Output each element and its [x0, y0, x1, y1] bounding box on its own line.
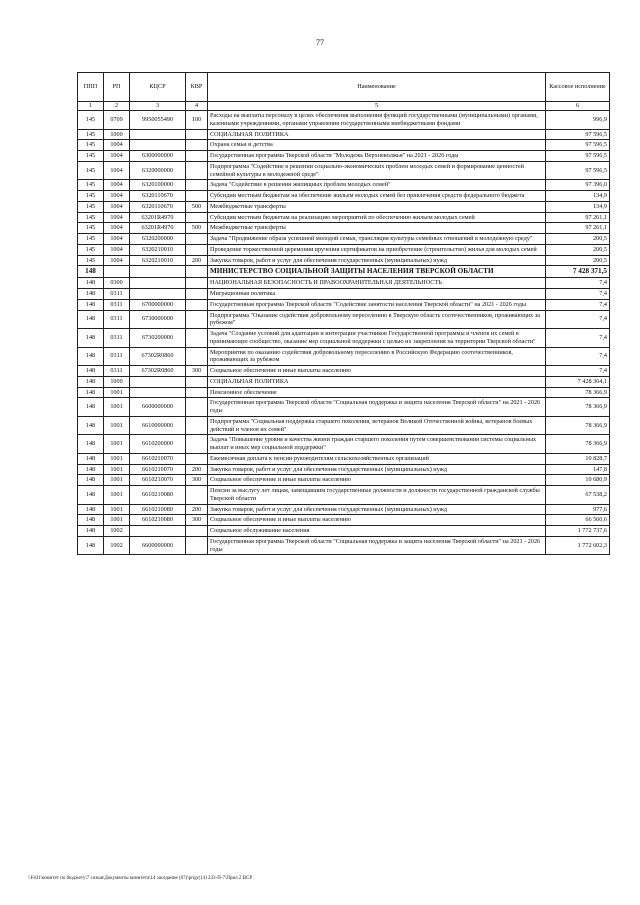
cell-value: 78 366,9 [546, 398, 610, 417]
cell-value: 67 538,2 [546, 486, 610, 505]
cell-name: СОЦИАЛЬНАЯ ПОЛИТИКА [208, 129, 546, 140]
cell-name: Межбюджетные трансферты [208, 223, 546, 234]
cell-kvr [186, 299, 208, 310]
cell-kvr [186, 526, 208, 537]
cell-kvr [186, 266, 208, 278]
cell-ppp: 145 [78, 180, 104, 191]
cell-kcsr: 6610210080 [130, 504, 186, 515]
cell-value: 7,4 [546, 347, 610, 366]
cell-ppp: 148 [78, 289, 104, 300]
cell-ppp: 148 [78, 376, 104, 387]
cell-ppp: 148 [78, 266, 104, 278]
cell-value: 66 560,6 [546, 515, 610, 526]
header-row [78, 73, 610, 102]
cell-ppp: 148 [78, 464, 104, 475]
cell-name: Подпрограмма "Социальная поддержка старшего поколения, ветеранов Великой Отечественной войны, ветеранов боевых действий и членов их семей" [208, 416, 546, 435]
cell-rp: 1004 [104, 191, 130, 202]
cell-rp: 1001 [104, 387, 130, 398]
cell-value: 78 366,9 [546, 435, 610, 454]
cell-kcsr: 6730000000 [130, 310, 186, 329]
table-row [78, 129, 610, 140]
table-row [78, 299, 610, 310]
cell-kcsr: 67302R0860 [130, 366, 186, 377]
cell-kcsr [130, 140, 186, 151]
cell-ppp: 145 [78, 223, 104, 234]
cell-kcsr: 6610210080 [130, 515, 186, 526]
cell-name: Социальное обеспечение и иные выплаты населению [208, 515, 546, 526]
cell-ppp: 148 [78, 536, 104, 555]
cell-value: 97 396,0 [546, 180, 610, 191]
table-row [78, 376, 610, 387]
cell-kvr: 500 [186, 201, 208, 212]
cell-value: 78 366,9 [546, 387, 610, 398]
cell-name: СОЦИАЛЬНАЯ ПОЛИТИКА [208, 376, 546, 387]
cell-kvr [186, 310, 208, 329]
header-name: Наименование [208, 73, 546, 102]
table-row [78, 289, 610, 300]
cell-value: 10 680,9 [546, 475, 610, 486]
cell-rp: 1004 [104, 255, 130, 266]
cell-kvr [186, 212, 208, 223]
cell-value: 97 261,1 [546, 212, 610, 223]
cell-value: 97 596,5 [546, 129, 610, 140]
cell-kcsr: 6600000000 [130, 398, 186, 417]
cell-name: Межбюджетные трансферты [208, 201, 546, 212]
table-row [78, 191, 610, 202]
cell-value: 996,9 [546, 111, 610, 130]
cell-kcsr: 6320110670 [130, 191, 186, 202]
cell-rp: 1004 [104, 201, 130, 212]
cell-value: 97 596,5 [546, 151, 610, 162]
cell-rp: 1004 [104, 212, 130, 223]
table-body [78, 111, 610, 555]
table-row [78, 111, 610, 130]
cell-value: 97 261,1 [546, 223, 610, 234]
cell-name: Расходы на выплаты персоналу в целях обеспечения выполнения функций государственными (муниципальными) органами, казенными учреждениями, органами управления государственными внебюджетными фондами [208, 111, 546, 130]
cell-ppp: 148 [78, 278, 104, 289]
cell-name: Задача "Создание условий для адаптации и интеграции участников Государственной программы и членов их семей в принимающее сообщество, оказание мер социальной поддержки с целью их закрепления на территории Тверской области" [208, 329, 546, 348]
cell-kvr [186, 151, 208, 162]
cell-rp: 1001 [104, 398, 130, 417]
cell-value: 977,6 [546, 504, 610, 515]
cell-rp: 1001 [104, 435, 130, 454]
cell-kvr [186, 180, 208, 191]
cell-name: Закупка товаров, работ и услуг для обеспечения государственных (муниципальных) нужд [208, 255, 546, 266]
cell-rp: 0709 [104, 111, 130, 130]
table-row [78, 151, 610, 162]
cell-name: МИНИСТЕРСТВО СОЦИАЛЬНОЙ ЗАЩИТЫ НАСЕЛЕНИЯ ТВЕРСКОЙ ОБЛАСТИ [208, 266, 546, 278]
budget-execution-table [77, 72, 610, 555]
cell-kvr [186, 387, 208, 398]
cell-kcsr [130, 266, 186, 278]
cell-name: Ежемесячная доплата к пенсии руководителям сельскохозяйственных организаций [208, 453, 546, 464]
cell-kcsr: 6610210080 [130, 486, 186, 505]
cell-rp: 1004 [104, 161, 130, 180]
cell-rp: 1001 [104, 416, 130, 435]
cell-kcsr: 6610210070 [130, 475, 186, 486]
cell-rp: 1002 [104, 526, 130, 537]
cell-value: 97 596,5 [546, 161, 610, 180]
cell-rp: 0311 [104, 310, 130, 329]
cell-kcsr: 63201R4970 [130, 223, 186, 234]
table-row [78, 515, 610, 526]
cell-kcsr: 9950055490 [130, 111, 186, 130]
table-row [78, 140, 610, 151]
cell-ppp: 145 [78, 140, 104, 151]
cell-kcsr: 6320200000 [130, 234, 186, 245]
cell-value: 7,4 [546, 310, 610, 329]
cell-kvr: 300 [186, 515, 208, 526]
cell-name: Миграционная политика [208, 289, 546, 300]
cell-value: 7 428 371,5 [546, 266, 610, 278]
cell-ppp: 148 [78, 299, 104, 310]
table-row [78, 475, 610, 486]
cell-kcsr: 67302R0860 [130, 347, 186, 366]
cell-name: Проведение торжественной церемонии вручения сертификатов на приобретение (строительство) жилья для молодых семей [208, 244, 546, 255]
cell-name: Социальное обслуживание населения [208, 526, 546, 537]
cell-kvr [186, 244, 208, 255]
cell-rp: 1000 [104, 129, 130, 140]
column-number: 3 [130, 102, 186, 111]
cell-value: 134,9 [546, 191, 610, 202]
cell-kcsr: 6320110670 [130, 201, 186, 212]
header-execution: Кассовое исполнение [546, 73, 610, 102]
cell-ppp: 148 [78, 347, 104, 366]
cell-rp: 0311 [104, 289, 130, 300]
table-row [78, 212, 610, 223]
table-row [78, 223, 610, 234]
cell-kvr [186, 129, 208, 140]
cell-ppp: 148 [78, 526, 104, 537]
cell-kvr [186, 278, 208, 289]
cell-rp: 1004 [104, 223, 130, 234]
cell-kcsr: 6610210070 [130, 453, 186, 464]
cell-name: Государственная программа Тверской области "Социальная поддержка и защита населения Тверской области" на 2021 - 2026 годы [208, 536, 546, 555]
table-row [78, 180, 610, 191]
cell-ppp: 148 [78, 475, 104, 486]
cell-value: 147,8 [546, 464, 610, 475]
cell-name: Субсидии местным бюджетам на обеспечение жильем молодых семей без привлечения средств федерального бюджета [208, 191, 546, 202]
cell-kcsr: 6610200000 [130, 435, 186, 454]
cell-kvr [186, 536, 208, 555]
table-row [78, 435, 610, 454]
table-row [78, 366, 610, 377]
cell-rp: 1002 [104, 536, 130, 555]
cell-ppp: 148 [78, 366, 104, 377]
cell-kcsr: 6320210010 [130, 255, 186, 266]
cell-kcsr: 6610000000 [130, 416, 186, 435]
cell-rp: 1004 [104, 151, 130, 162]
table-row [78, 453, 610, 464]
cell-name: Пенсионное обеспечение [208, 387, 546, 398]
cell-ppp: 145 [78, 201, 104, 212]
column-number-row [78, 102, 610, 111]
table-row [78, 310, 610, 329]
cell-kcsr: 6700000000 [130, 299, 186, 310]
column-number: 4 [186, 102, 208, 111]
cell-kvr: 300 [186, 475, 208, 486]
cell-kcsr: 6300000000 [130, 151, 186, 162]
cell-ppp: 148 [78, 486, 104, 505]
page-number: 77 [316, 38, 324, 47]
cell-name: Социальное обеспечение и иные выплаты населению [208, 366, 546, 377]
cell-ppp: 145 [78, 234, 104, 245]
cell-ppp: 148 [78, 387, 104, 398]
cell-rp: 1001 [104, 453, 130, 464]
table-row [78, 278, 610, 289]
cell-rp: 0311 [104, 347, 130, 366]
cell-name: Закупка товаров, работ и услуг для обеспечения государственных (муниципальных) нужд [208, 464, 546, 475]
cell-kvr [186, 398, 208, 417]
cell-ppp: 145 [78, 111, 104, 130]
cell-kvr [186, 376, 208, 387]
cell-ppp: 148 [78, 329, 104, 348]
header-kcsr: КЦСР [130, 73, 186, 102]
cell-value: 1 772 602,3 [546, 536, 610, 555]
cell-value: 7,4 [546, 299, 610, 310]
cell-rp: 1001 [104, 486, 130, 505]
cell-name: Задача "Содействие в решении жилищных проблем молодых семей" [208, 180, 546, 191]
cell-ppp: 148 [78, 504, 104, 515]
cell-value: 97 596,5 [546, 140, 610, 151]
cell-kcsr: 63201R4970 [130, 212, 186, 223]
cell-value: 7,4 [546, 278, 610, 289]
cell-ppp: 148 [78, 416, 104, 435]
cell-value: 7,4 [546, 366, 610, 377]
cell-kcsr: 6610210070 [130, 464, 186, 475]
cell-kvr: 500 [186, 223, 208, 234]
cell-ppp: 145 [78, 191, 104, 202]
cell-name: Задача "Повышение уровня и качества жизни граждан старшего поколения путем совершенствования системы социальных выплат и иных мер социальной поддержки" [208, 435, 546, 454]
cell-ppp: 145 [78, 212, 104, 223]
cell-kcsr [130, 526, 186, 537]
cell-kvr [186, 140, 208, 151]
cell-name: Подпрограмма "Оказание содействия добровольному переселению в Тверскую область соотечественников, проживающих за рубежом" [208, 310, 546, 329]
cell-ppp: 145 [78, 255, 104, 266]
cell-name: Охрана семьи и детства [208, 140, 546, 151]
header-ppp: ППП [78, 73, 104, 102]
cell-value: 78 366,9 [546, 416, 610, 435]
cell-rp: 1004 [104, 140, 130, 151]
cell-name: Мероприятия по оказанию содействия добровольному переселению в Российскую Федерацию соотечественников, проживающих за рубежом [208, 347, 546, 366]
cell-name: Задача "Продвижение образа успешной молодой семьи, трансляция культуры семейных отношений в молодежную среду" [208, 234, 546, 245]
cell-kvr: 300 [186, 366, 208, 377]
cell-value: 200,5 [546, 234, 610, 245]
cell-kvr [186, 435, 208, 454]
cell-ppp: 145 [78, 161, 104, 180]
cell-kcsr: 6730200000 [130, 329, 186, 348]
table-row [78, 329, 610, 348]
cell-rp: 1004 [104, 180, 130, 191]
cell-rp: 1001 [104, 464, 130, 475]
cell-ppp: 148 [78, 310, 104, 329]
cell-value: 200,5 [546, 255, 610, 266]
cell-rp: 0300 [104, 278, 130, 289]
cell-ppp: 145 [78, 129, 104, 140]
cell-value: 134,9 [546, 201, 610, 212]
cell-kvr: 200 [186, 255, 208, 266]
cell-name: Закупка товаров, работ и услуг для обеспечения государственных (муниципальных) нужд [208, 504, 546, 515]
cell-kvr [186, 486, 208, 505]
cell-ppp: 145 [78, 244, 104, 255]
file-path-footer: \\Fs01\комитет по бюджету\7 созыв\Документы комитета\14 заседание (07)\prigr(14) 233-П-7\Прил 2 ВСР [28, 876, 253, 881]
cell-rp: 1001 [104, 515, 130, 526]
cell-rp: 0311 [104, 299, 130, 310]
cell-rp: 1001 [104, 475, 130, 486]
column-number: 2 [104, 102, 130, 111]
cell-kvr [186, 453, 208, 464]
cell-name: Пенсии за выслугу лет лицам, замещавшим государственные должности и должности государственной гражданской службы Тверской области [208, 486, 546, 505]
table-row [78, 504, 610, 515]
cell-ppp: 148 [78, 398, 104, 417]
column-number: 5 [208, 102, 546, 111]
cell-kvr: 200 [186, 504, 208, 515]
cell-kvr [186, 416, 208, 435]
cell-kcsr [130, 278, 186, 289]
cell-kcsr [130, 387, 186, 398]
column-number: 6 [546, 102, 610, 111]
cell-kcsr: 6320210010 [130, 244, 186, 255]
table-row [78, 416, 610, 435]
table-row [78, 464, 610, 475]
table-row [78, 526, 610, 537]
table-row [78, 486, 610, 505]
cell-kcsr [130, 129, 186, 140]
cell-name: Государственная программа Тверской области "Молодежь Верхневолжья" на 2021 - 2026 годы [208, 151, 546, 162]
cell-value: 7,4 [546, 289, 610, 300]
cell-rp: 0311 [104, 366, 130, 377]
cell-kvr [186, 289, 208, 300]
cell-value: 200,5 [546, 244, 610, 255]
cell-rp: 1004 [104, 234, 130, 245]
cell-rp: 1001 [104, 504, 130, 515]
table-row [78, 387, 610, 398]
cell-value: 7,4 [546, 329, 610, 348]
table-row [78, 255, 610, 266]
cell-kvr [186, 234, 208, 245]
header-kvr: КВР [186, 73, 208, 102]
cell-rp: 0311 [104, 329, 130, 348]
cell-kcsr [130, 376, 186, 387]
table-row [78, 398, 610, 417]
cell-ppp: 148 [78, 453, 104, 464]
header-rp: РП [104, 73, 130, 102]
table-row [78, 347, 610, 366]
cell-name: Подпрограмма "Содействие в решении социально-экономических проблем молодых семей и формирование ценностей семейной культуры в молодежной среде" [208, 161, 546, 180]
cell-name: НАЦИОНАЛЬНАЯ БЕЗОПАСНОСТЬ И ПРАВООХРАНИТЕЛЬНАЯ ДЕЯТЕЛЬНОСТЬ [208, 278, 546, 289]
table-row [78, 234, 610, 245]
cell-name: Социальное обеспечение и иные выплаты населению [208, 475, 546, 486]
cell-kcsr: 6600000000 [130, 536, 186, 555]
cell-kvr: 100 [186, 111, 208, 130]
cell-name: Государственная программа Тверской области "Содействие занятости населения Тверской области" на 2021 - 2026 годы [208, 299, 546, 310]
cell-value: 10 828,7 [546, 453, 610, 464]
cell-kvr [186, 191, 208, 202]
cell-kvr [186, 161, 208, 180]
table-row [78, 201, 610, 212]
cell-kcsr: 6320000000 [130, 161, 186, 180]
table-row [78, 161, 610, 180]
table-row [78, 244, 610, 255]
cell-value: 7 428 364,1 [546, 376, 610, 387]
cell-kcsr [130, 289, 186, 300]
column-number: 1 [78, 102, 104, 111]
cell-value: 1 772 737,6 [546, 526, 610, 537]
cell-rp [104, 266, 130, 278]
cell-rp: 1000 [104, 376, 130, 387]
cell-ppp: 148 [78, 435, 104, 454]
cell-kvr [186, 347, 208, 366]
cell-ppp: 148 [78, 515, 104, 526]
cell-name: Государственная программа Тверской области "Социальная поддержка и защита населения Тверской области" на 2021 - 2026 годы [208, 398, 546, 417]
table-row [78, 266, 610, 278]
cell-name: Субсидии местным бюджетам на реализацию мероприятий по обеспечению жильем молодых семей [208, 212, 546, 223]
table-row [78, 536, 610, 555]
cell-kcsr: 6320100000 [130, 180, 186, 191]
cell-kvr [186, 329, 208, 348]
cell-kvr: 200 [186, 464, 208, 475]
cell-ppp: 145 [78, 151, 104, 162]
cell-rp: 1004 [104, 244, 130, 255]
